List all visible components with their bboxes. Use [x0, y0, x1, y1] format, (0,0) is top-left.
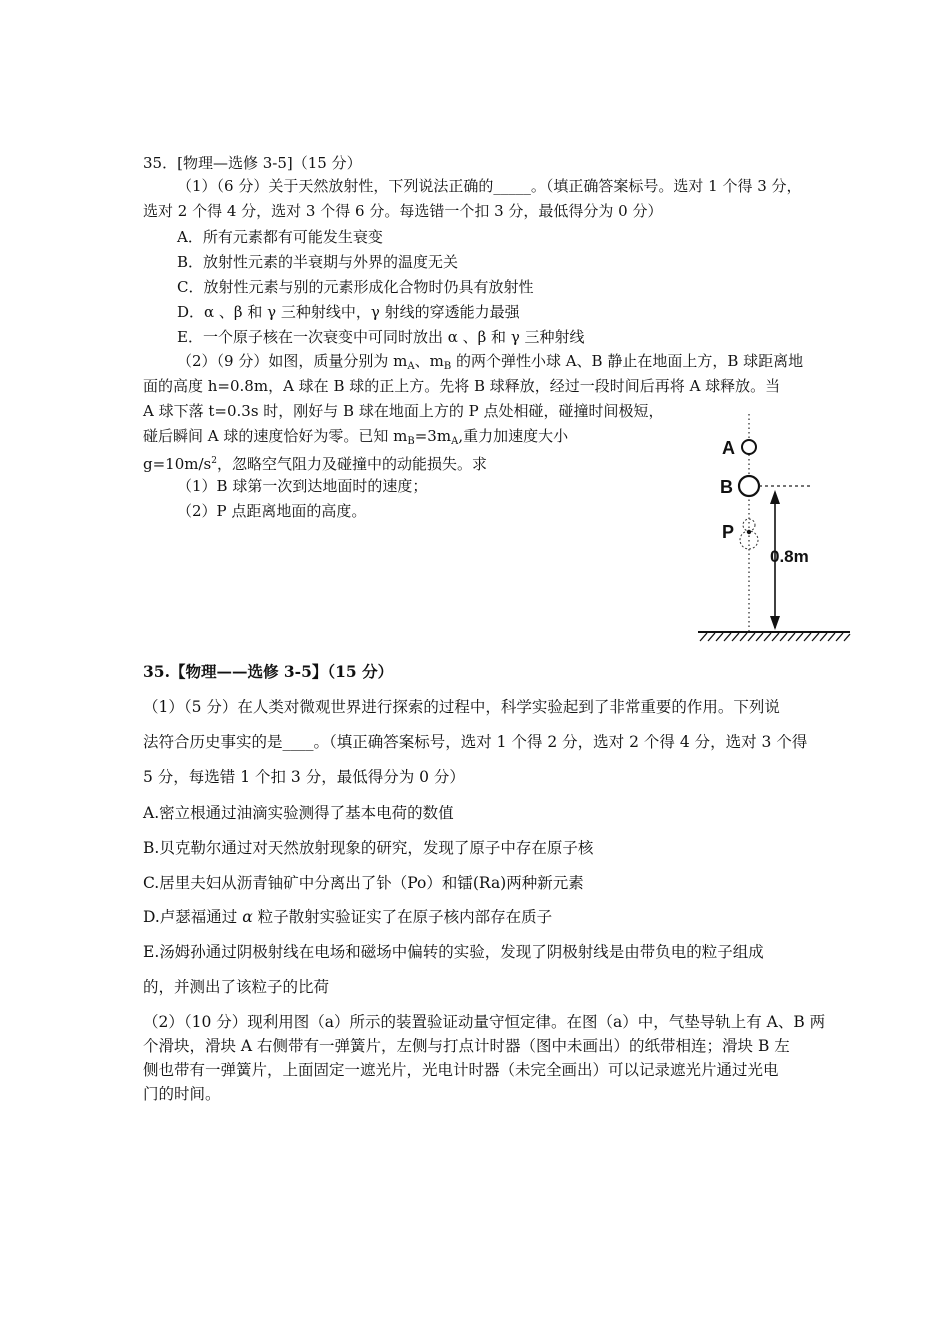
q1-heading: 35．[物理—选修 3-5]（15 分）	[143, 154, 362, 172]
ball-a-at-p-dashed	[743, 519, 755, 531]
q1-option-c: C．放射性元素与别的元素形成化合物时仍具有放射性	[177, 278, 534, 296]
q2-option-e-line1: E.汤姆孙通过阴极射线在电场和磁场中偏转的实验，发现了阴极射线是由带负电的粒子组成	[143, 943, 764, 961]
q1-part1-line1: （1）（6 分）关于天然放射性，下列说法正确的_____。（填正确答案标号。选对 1 个得 3 分，	[177, 177, 802, 195]
q1-part2-line5: $g=10m/s^2$，忽略空气阻力及碰撞中的动能损失。求	[143, 455, 487, 473]
q2-heading: 35.【物理——选修 3-5】（15 分）	[143, 662, 394, 681]
q2-option-c: C.居里夫妇从沥青铀矿中分离出了钋（Po）和镭(Ra)两种新元素	[143, 874, 584, 892]
q1-part1-line2: 选对 2 个得 4 分，选对 3 个得 6 分。每选错一个扣 3 分，最低得分为 0 分）	[143, 202, 663, 220]
ground-hatching	[700, 633, 850, 641]
q1-option-d: D．α 、β 和 γ 三种射线中，γ 射线的穿透能力最强	[177, 303, 520, 321]
q1-option-a: A．所有元素都有可能发生衰变	[177, 228, 383, 246]
height-arrow-up-head	[770, 490, 780, 504]
q1-part2-line3: A 球下落 t=0.3s 时，刚好与 B 球在地面上方的 P 点处相碰，碰撞时间极短，	[143, 402, 664, 420]
falling-balls-figure	[692, 412, 852, 644]
q1-part2-line1: （2）（9 分）如图，质量分别为 $m_A$、$m_B$ 的两个弹性小球 A、B 静止在地面上方，B 球距离地	[177, 352, 804, 372]
q2-part2-line2: 个滑块，滑块 A 右侧带有一弹簧片，左侧与打点计时器（图中未画出）的纸带相连；滑块 B 左	[143, 1037, 790, 1055]
label-b: B	[720, 477, 733, 497]
q2-option-e-line2: 的，并测出了该粒子的比荷	[143, 978, 330, 996]
label-p: P	[722, 522, 735, 542]
q1-part2-line4: 碰后瞬间 A 球的速度恰好为零。已知 $m_B=3m_A$,重力加速度大小	[143, 427, 569, 447]
q2-option-d: D.卢瑟福通过 α 粒子散射实验证实了在原子核内部存在质子	[143, 908, 553, 926]
point-p	[747, 530, 751, 534]
q1-option-e: E．一个原子核在一次衰变中可同时放出 α 、β 和 γ 三种射线	[177, 328, 585, 346]
q2-part1-line3: 5 分，每选错 1 个扣 3 分，最低得分为 0 分）	[143, 768, 465, 786]
q2-part2-line3: 侧也带有一弹簧片，上面固定一遮光片，光电计时器（未完全画出）可以记录遮光片通过光电	[143, 1061, 779, 1079]
q2-option-a: A.密立根通过油滴实验测得了基本电荷的数值	[143, 804, 454, 822]
ball-b	[739, 476, 759, 496]
q1-part2-sub1: （1）B 球第一次到达地面时的速度；	[177, 477, 428, 495]
q2-part2-line4: 门的时间。	[143, 1085, 221, 1103]
q2-option-b: B.贝克勒尔通过对天然放射现象的研究，发现了原子中存在原子核	[143, 839, 594, 857]
q1-part2-sub2: （2）P 点距离地面的高度。	[177, 502, 367, 520]
label-a: A	[722, 438, 735, 458]
q1-option-b: B．放射性元素的半衰期与外界的温度无关	[177, 253, 459, 271]
q2-part2-line1: （2）（10 分）现利用图（a）所示的装置验证动量守恒定律。在图（a）中，气垫导轨上有 A、B 两	[143, 1013, 826, 1031]
q1-part2-line2: 面的高度 h=0.8m，A 球在 B 球的正上方。先将 B 球释放，经过一段时间后再将 A 球释放。当	[143, 377, 781, 395]
height-arrow-down-head	[770, 616, 780, 630]
q2-part1-line1: （1）（5 分）在人类对微观世界进行探索的过程中，科学实验起到了非常重要的作用。下列说	[143, 698, 780, 716]
ball-a	[742, 440, 756, 454]
height-label: 0.8m	[770, 547, 809, 566]
q2-part1-line2: 法符合历史事实的是____。（填正确答案标号，选对 1 个得 2 分，选对 2 个得 4 分，选对 3 个得	[143, 733, 808, 751]
